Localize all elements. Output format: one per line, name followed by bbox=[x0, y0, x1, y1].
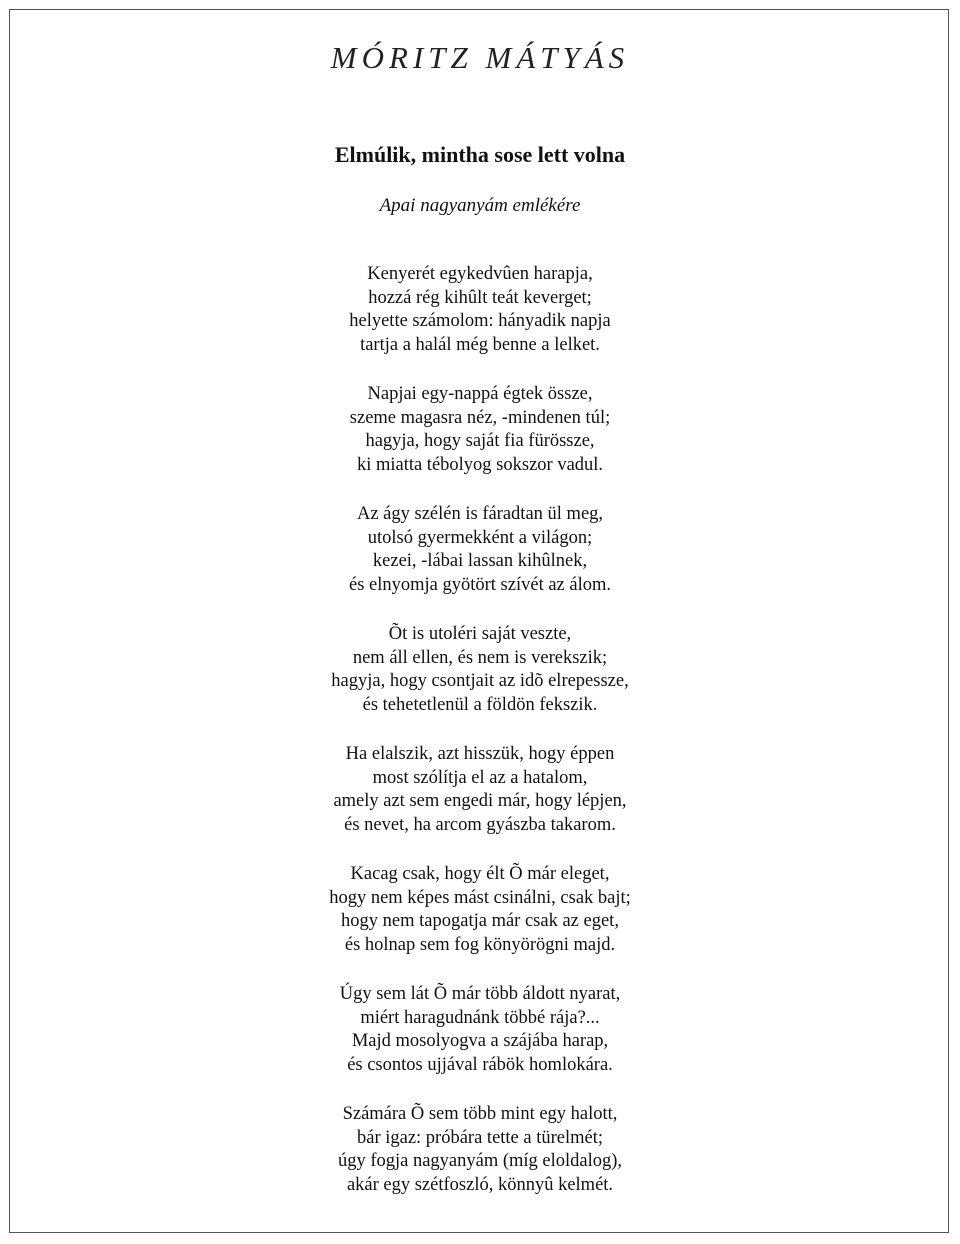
stanza-1 bbox=[0, 263, 960, 383]
poem-line: utolsó gyermekként a világon; bbox=[367, 527, 593, 548]
poem-line: szeme magasra néz, -mindenen túl; bbox=[349, 407, 611, 428]
poem-line: nem áll ellen, és nem is verekszik; bbox=[352, 647, 608, 668]
poem-line: és holnap sem fog könyörögni majd. bbox=[344, 934, 616, 955]
poem-line: hogy nem tapogatja már csak az eget, bbox=[341, 911, 619, 931]
poem-line: hozzá rég kihûlt teát keverget; bbox=[368, 287, 592, 308]
poem-line: ki miatta tébolyog sokszor vadul. bbox=[356, 454, 604, 475]
stanza-3 bbox=[0, 503, 960, 623]
stanza-7 bbox=[0, 983, 960, 1103]
stanza-2 bbox=[0, 383, 960, 503]
poem-title: Elmúlik, mintha sose lett volna bbox=[334, 142, 626, 167]
poem-line: tartja a halál még benne a lelket. bbox=[360, 334, 600, 355]
stanza-6 bbox=[0, 863, 960, 983]
stanza-8 bbox=[0, 1103, 960, 1223]
poem-line: Napjai egy-nappá égtek össze, bbox=[367, 384, 593, 404]
poem-line: hagyja, hogy csontjait az idõ elrepessze, bbox=[331, 671, 629, 691]
poem-line: és nevet, ha arcom gyászba takarom. bbox=[344, 814, 616, 835]
poem-line: Úgy sem lát Õ már több áldott nyarat, bbox=[339, 984, 621, 1004]
poem-line: Az ágy szélén is fáradtan ül meg, bbox=[356, 504, 604, 524]
poem-line: most szólítja el az a hatalom, bbox=[372, 767, 588, 788]
poem-line: Kacag csak, hogy élt Õ már eleget, bbox=[350, 864, 610, 884]
author-name: MÓRITZ MÁTYÁS bbox=[330, 40, 630, 75]
poem-line: és elnyomja gyötört szívét az álom. bbox=[348, 574, 611, 595]
poem-line: amely azt sem engedi már, hogy lépjen, bbox=[333, 791, 627, 811]
poem-line: helyette számolom: hányadik napja bbox=[349, 311, 611, 331]
stanza-4 bbox=[0, 623, 960, 743]
poem-line: miért haragudnánk többé rája?... bbox=[360, 1007, 600, 1028]
poem-line: és csontos ujjával rábök homlokára. bbox=[347, 1054, 613, 1075]
poem-line: akár egy szétfoszló, könnyû kelmét. bbox=[346, 1174, 614, 1195]
poem-line: Ha elalszik, azt hisszük, hogy éppen bbox=[345, 744, 615, 764]
poem-line: bár igaz: próbára tette a türelmét; bbox=[356, 1127, 604, 1148]
poem-line: úgy fogja nagyanyám (míg eloldalog), bbox=[337, 1151, 623, 1171]
poem-line: hogy nem képes mást csinálni, csak bajt; bbox=[329, 887, 631, 908]
poem-dedication: Apai nagyanyám emlékére bbox=[379, 195, 581, 216]
poem-line: Számára Õ sem több mint egy halott, bbox=[342, 1104, 618, 1124]
poem-line: kezei, -lábai lassan kihûlnek, bbox=[372, 551, 588, 571]
poem-line: Kenyerét egykedvûen harapja, bbox=[367, 264, 593, 284]
poem-line: Õt is utoléri saját veszte, bbox=[388, 624, 572, 644]
poem-line: hagyja, hogy saját fia fürössze, bbox=[365, 431, 595, 451]
poem-line: és tehetetlenül a földön fekszik. bbox=[362, 694, 598, 715]
poem-body bbox=[0, 263, 960, 1223]
poem-line: Majd mosolyogva a szájába harap, bbox=[351, 1031, 609, 1051]
stanza-5 bbox=[0, 743, 960, 863]
